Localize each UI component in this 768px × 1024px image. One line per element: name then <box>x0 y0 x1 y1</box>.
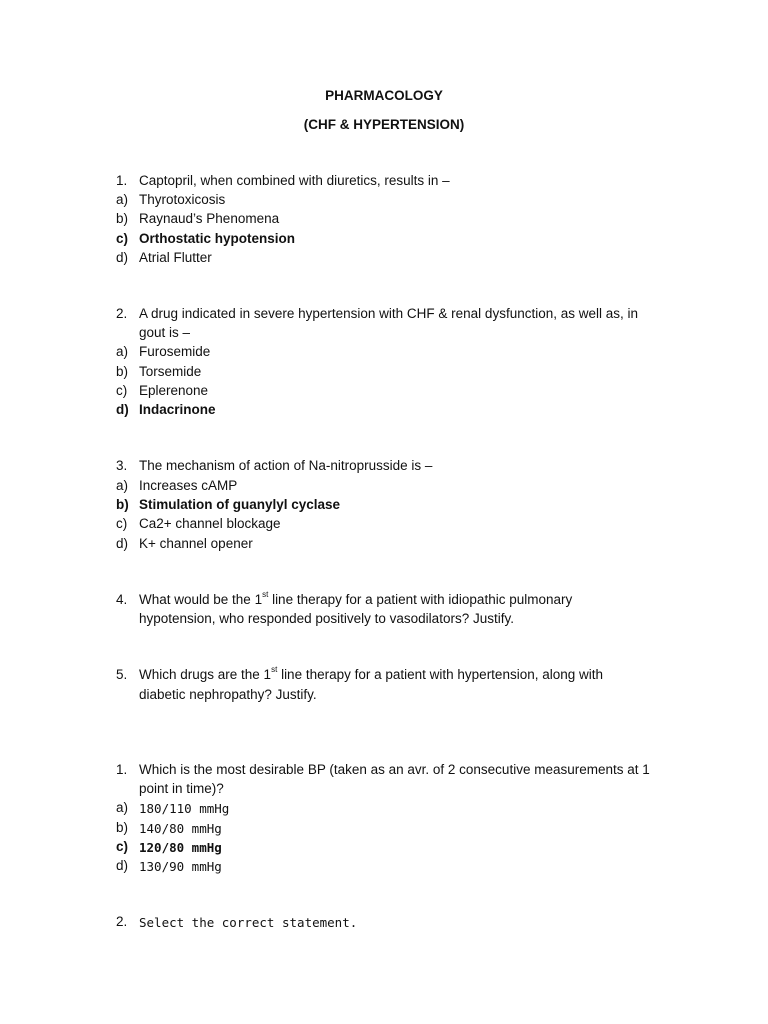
question-number: 4. <box>116 592 128 607</box>
option-letter-correct: d) <box>116 402 129 417</box>
question-number: 2. <box>116 306 128 321</box>
question-text-continued: diabetic nephropathy? Justify. <box>139 687 317 702</box>
option-letter: b) <box>116 364 129 379</box>
option-text: Raynaud’s Phenomena <box>139 211 280 226</box>
question-number: 1. <box>116 173 128 188</box>
option-letter: a) <box>116 192 129 207</box>
question-number: 1. <box>116 762 128 777</box>
option-text: 180/110 mmHg <box>139 801 230 816</box>
option-text-correct: Stimulation of guanylyl cyclase <box>139 497 341 512</box>
option-text-correct: Orthostatic hypotension <box>139 231 296 246</box>
option-text: 130/90 mmHg <box>139 859 222 874</box>
option-letter: b) <box>116 211 129 226</box>
document-title: PHARMACOLOGY <box>325 88 443 103</box>
option-letter-correct: c) <box>116 839 129 854</box>
question-text: What would be the 1st line therapy for a patient with idiopathic pulmonary <box>139 590 573 607</box>
option-text-correct: 120/80 mmHg <box>139 840 222 855</box>
option-text: Furosemide <box>139 344 211 359</box>
question-number: 5. <box>116 667 128 682</box>
option-letter: a) <box>116 344 129 359</box>
option-text: Eplerenone <box>139 383 209 398</box>
question-text-continued: hypotension, who responded positively to vasodilators? Justify. <box>139 611 514 626</box>
question-text: Which drugs are the 1st line therapy for a patient with hypertension, along with <box>139 665 604 682</box>
option-letter: b) <box>116 820 129 835</box>
question-text-continued: gout is – <box>139 325 191 340</box>
option-letter: d) <box>116 536 129 551</box>
option-text: K+ channel opener <box>139 536 253 551</box>
option-letter: a) <box>116 800 129 815</box>
option-letter: c) <box>116 516 128 531</box>
document-subtitle: (CHF & HYPERTENSION) <box>303 117 465 132</box>
question-text: The mechanism of action of Na-nitroprusside is – <box>139 458 433 473</box>
question-number: 3. <box>116 458 128 473</box>
question-text: Captopril, when combined with diuretics, results in – <box>139 173 450 188</box>
option-letter: d) <box>116 250 129 265</box>
option-text: Torsemide <box>139 364 202 379</box>
option-text: Increases cAMP <box>139 478 238 493</box>
option-text: Thyrotoxicosis <box>139 192 226 207</box>
option-letter: c) <box>116 383 128 398</box>
question-text: Which is the most desirable BP (taken as an avr. of 2 consecutive measurements at 1 <box>139 762 650 777</box>
option-text-correct: Indacrinone <box>139 402 216 417</box>
question-text-continued: point in time)? <box>139 781 224 796</box>
question-text: A drug indicated in severe hypertension with CHF & renal dysfunction, as well as, in <box>139 306 639 321</box>
option-letter-correct: c) <box>116 231 129 246</box>
option-letter: d) <box>116 858 129 873</box>
question-text: Select the correct statement. <box>139 915 358 930</box>
option-text: Ca2+ channel blockage <box>139 516 281 531</box>
option-text: Atrial Flutter <box>139 250 212 265</box>
question-number: 2. <box>116 914 128 929</box>
option-text: 140/80 mmHg <box>139 821 222 836</box>
option-letter: a) <box>116 478 129 493</box>
option-letter-correct: b) <box>116 497 129 512</box>
